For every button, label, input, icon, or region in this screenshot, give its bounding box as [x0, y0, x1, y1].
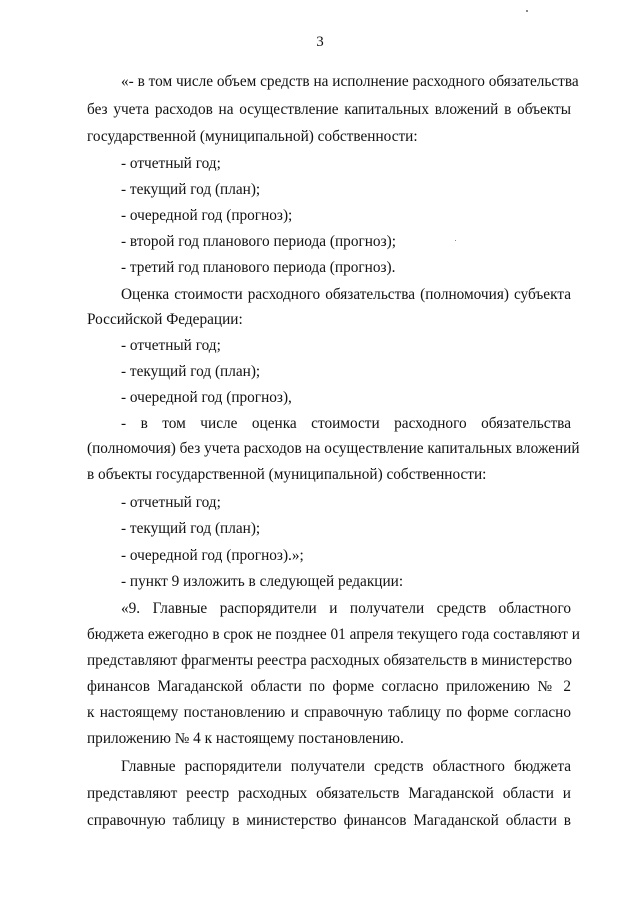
text-line: приложению № 4 к настоящему постановлению.: [87, 730, 404, 747]
text-line: - очередной год (прогноз),: [121, 389, 292, 406]
scan-speck: [455, 240, 456, 241]
text-line: Главные распорядители получатели средств областного бюджета: [121, 758, 571, 775]
text-line: к настоящему постановлению и справочную таблицу по форме согласно: [87, 704, 571, 721]
text-line: «- в том числе объем средств на исполнение расходного обязательства: [121, 73, 579, 90]
text-line: без учета расходов на осуществление капитальных вложений в объекты: [87, 101, 571, 118]
page-number: 3: [316, 34, 324, 50]
scan-speck: [526, 10, 528, 12]
text-line: Оценка стоимости расходного обязательства (полномочия) субъекта: [121, 286, 571, 303]
text-line: - отчетный год;: [121, 337, 221, 354]
text-line: - третий год планового периода (прогноз).: [121, 259, 396, 276]
text-line: представляют реестр расходных обязательств Магаданской области и: [87, 785, 571, 802]
text-line: финансов Магаданской области по форме согласно приложению № 2: [87, 678, 571, 695]
text-line: - в том числе оценка стоимости расходного обязательства: [121, 415, 571, 432]
text-line: «9. Главные распорядители и получатели средств областного: [121, 600, 571, 617]
text-line: - очередной год (прогноз);: [121, 207, 293, 224]
text-line: - очередной год (прогноз).»;: [121, 547, 304, 564]
text-line: справочную таблицу в министерство финансов Магаданской области в: [87, 812, 571, 829]
text-line: - текущий год (план);: [121, 363, 261, 380]
text-line: - текущий год (план);: [121, 181, 261, 198]
text-line: в объекты государственной (муниципальной) собственности:: [87, 466, 487, 483]
text-line: - отчетный год;: [121, 155, 221, 172]
text-line: - отчетный год;: [121, 494, 221, 511]
text-line: бюджета ежегодно в срок не позднее 01 апреля текущего года составляют и: [87, 626, 580, 643]
text-line: - пункт 9 изложить в следующей редакции:: [121, 573, 404, 590]
text-line: - второй год планового периода (прогноз);: [121, 233, 396, 250]
text-line: Российской Федерации:: [87, 311, 243, 328]
text-line: государственной (муниципальной) собственности:: [87, 128, 418, 145]
text-line: представляют фрагменты реестра расходных обязательств в министерство: [87, 652, 573, 669]
text-line: (полномочия) без учета расходов на осуществление капитальных вложений: [87, 440, 580, 457]
text-line: - текущий год (план);: [121, 520, 261, 537]
